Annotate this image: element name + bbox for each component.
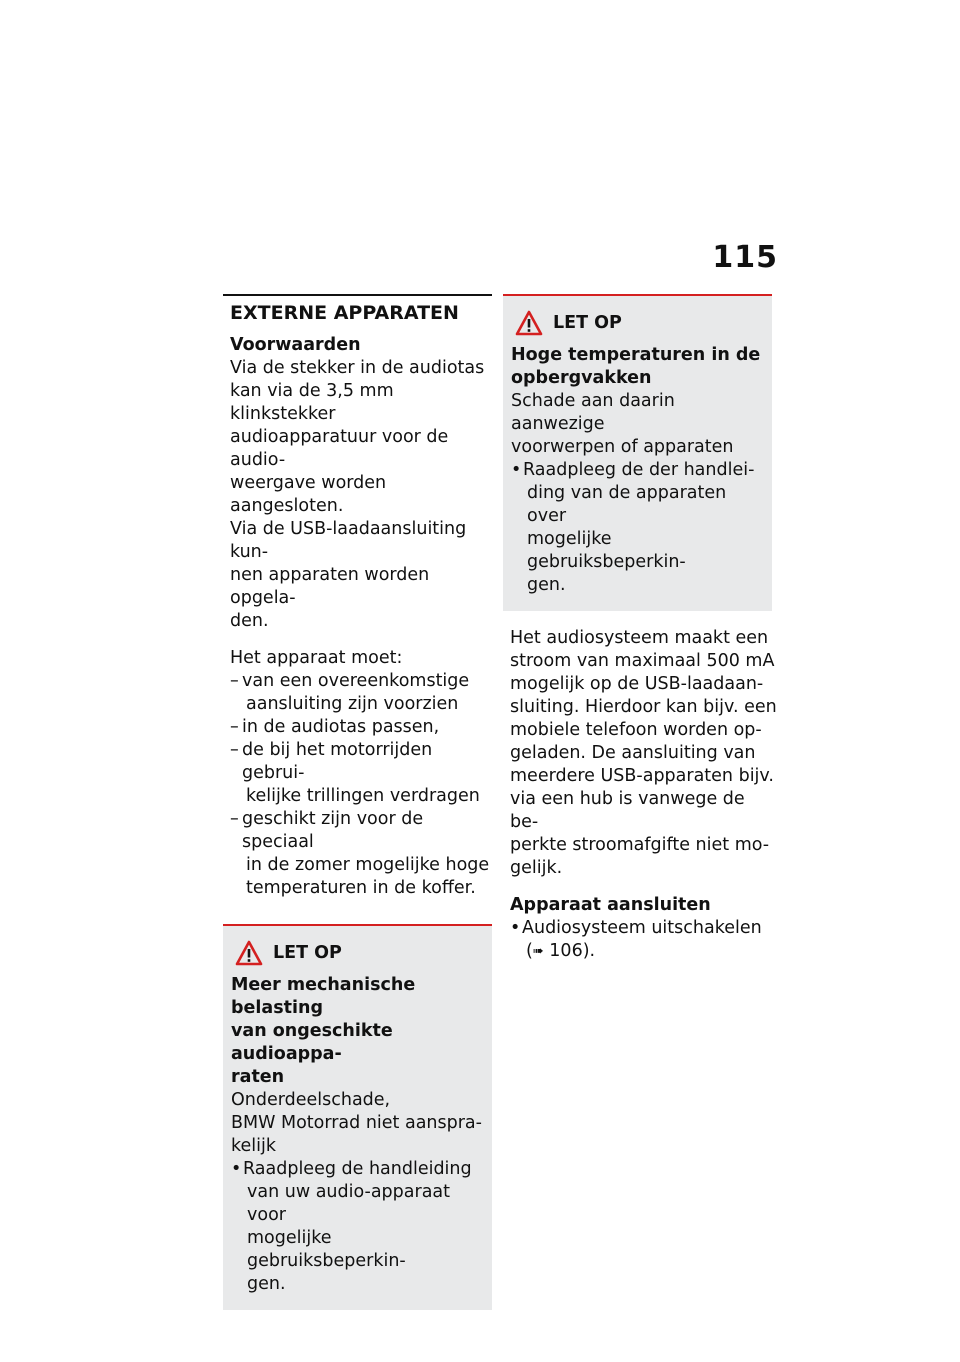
notice-box — [503, 294, 772, 611]
body-line: gelijk. — [510, 858, 563, 878]
notice-title-line: raten — [231, 1067, 285, 1087]
body-line: Het audiosysteem maakt een — [510, 628, 769, 648]
intro-line: weergave worden aangesloten. — [230, 473, 387, 516]
intro-line: kan via de 3,5 mm klinkstekker — [230, 381, 394, 424]
intro-line: Via de stekker in de audiotas — [230, 358, 485, 378]
page-reference[interactable]: (➠ 106). — [526, 941, 596, 961]
notice-text-line: BMW Motorrad niet aanspra- — [231, 1113, 482, 1133]
notice-text-line: kelijk — [231, 1136, 276, 1156]
body-line: via een hub is vanwege de be- — [510, 789, 745, 832]
list-item: – de bij het motorrijden gebrui- kelijke trillingen verdragen — [230, 740, 480, 806]
notice-title-line: van ongeschikte audioappa- — [231, 1021, 393, 1064]
notice-title-line: opbergvakken — [511, 368, 652, 388]
notice-header — [511, 310, 764, 336]
reference-arrow-icon: ➠ — [532, 944, 544, 959]
notice-title-line: Meer mechanische belasting — [231, 975, 416, 1018]
list-item: – in de audiotas passen, — [230, 717, 440, 737]
list-item: – van een overeenkomstige aansluiting zijn voorzien — [230, 671, 470, 714]
body-line: perkte stroomafgifte niet mo- — [510, 835, 770, 855]
notice-header — [231, 940, 484, 966]
list-item: – geschikt zijn voor de speciaal in de zomer mogelijke hoge temperaturen in de koffer. — [230, 809, 490, 898]
body-line: mogelijk op de USB-laadaan- — [510, 674, 764, 694]
subheading-voorwaarden: Voorwaarden — [230, 335, 361, 355]
notice-title-line: Hoge temperaturen in de — [511, 345, 761, 365]
usb-info-paragraph — [510, 627, 778, 880]
right-column — [510, 294, 778, 963]
notice-action-list — [231, 1158, 484, 1296]
section-title: EXTERNE APPARATEN — [230, 302, 459, 324]
requirements-label: Het apparaat moet: — [230, 648, 403, 668]
warning-triangle-icon — [515, 310, 543, 336]
intro-line: den. — [230, 611, 269, 631]
intro-line: audioapparatuur voor de audio- — [230, 427, 449, 470]
notice-label: LET OP — [553, 313, 622, 333]
notice-text-line: Onderdeelschade, — [231, 1090, 391, 1110]
notice-label: LET OP — [273, 943, 342, 963]
list-item: • Audiosysteem uitschakelen (➠ 106). — [510, 917, 778, 963]
list-item: • Raadpleeg de handleiding van uw audio-apparaat voor mogelijke gebruiksbeperkin- gen. — [231, 1159, 472, 1294]
notice-text-line: Schade aan daarin aanwezige — [511, 391, 675, 434]
notice-box — [223, 924, 492, 1310]
body-line: stroom van maximaal 500 mA — [510, 651, 775, 671]
page-number: 115 — [712, 240, 778, 275]
intro-line: Via de USB-laadaansluiting kun- — [230, 519, 467, 562]
body-line: geladen. De aansluiting van — [510, 743, 756, 763]
intro-line: nen apparaten worden opgela- — [230, 565, 430, 608]
requirements-list — [230, 670, 492, 900]
connect-steps-list — [510, 917, 778, 963]
subheading-connect: Apparaat aansluiten — [510, 895, 711, 915]
notice-action-list — [511, 459, 764, 597]
warning-triangle-icon — [235, 940, 263, 966]
body-line: mobiele telefoon worden op- — [510, 720, 762, 740]
body-line: meerdere USB-apparaten bijv. — [510, 766, 774, 786]
notice-text-line: voorwerpen of apparaten — [511, 437, 734, 457]
body-line: sluiting. Hierdoor kan bijv. een — [510, 697, 777, 717]
section-divider — [223, 294, 492, 296]
list-item: • Raadpleeg de der handlei- ding van de apparaten over mogelijke gebruiksbeperkin- gen. — [511, 460, 755, 595]
intro-paragraph — [230, 357, 492, 633]
left-column — [230, 294, 492, 1310]
